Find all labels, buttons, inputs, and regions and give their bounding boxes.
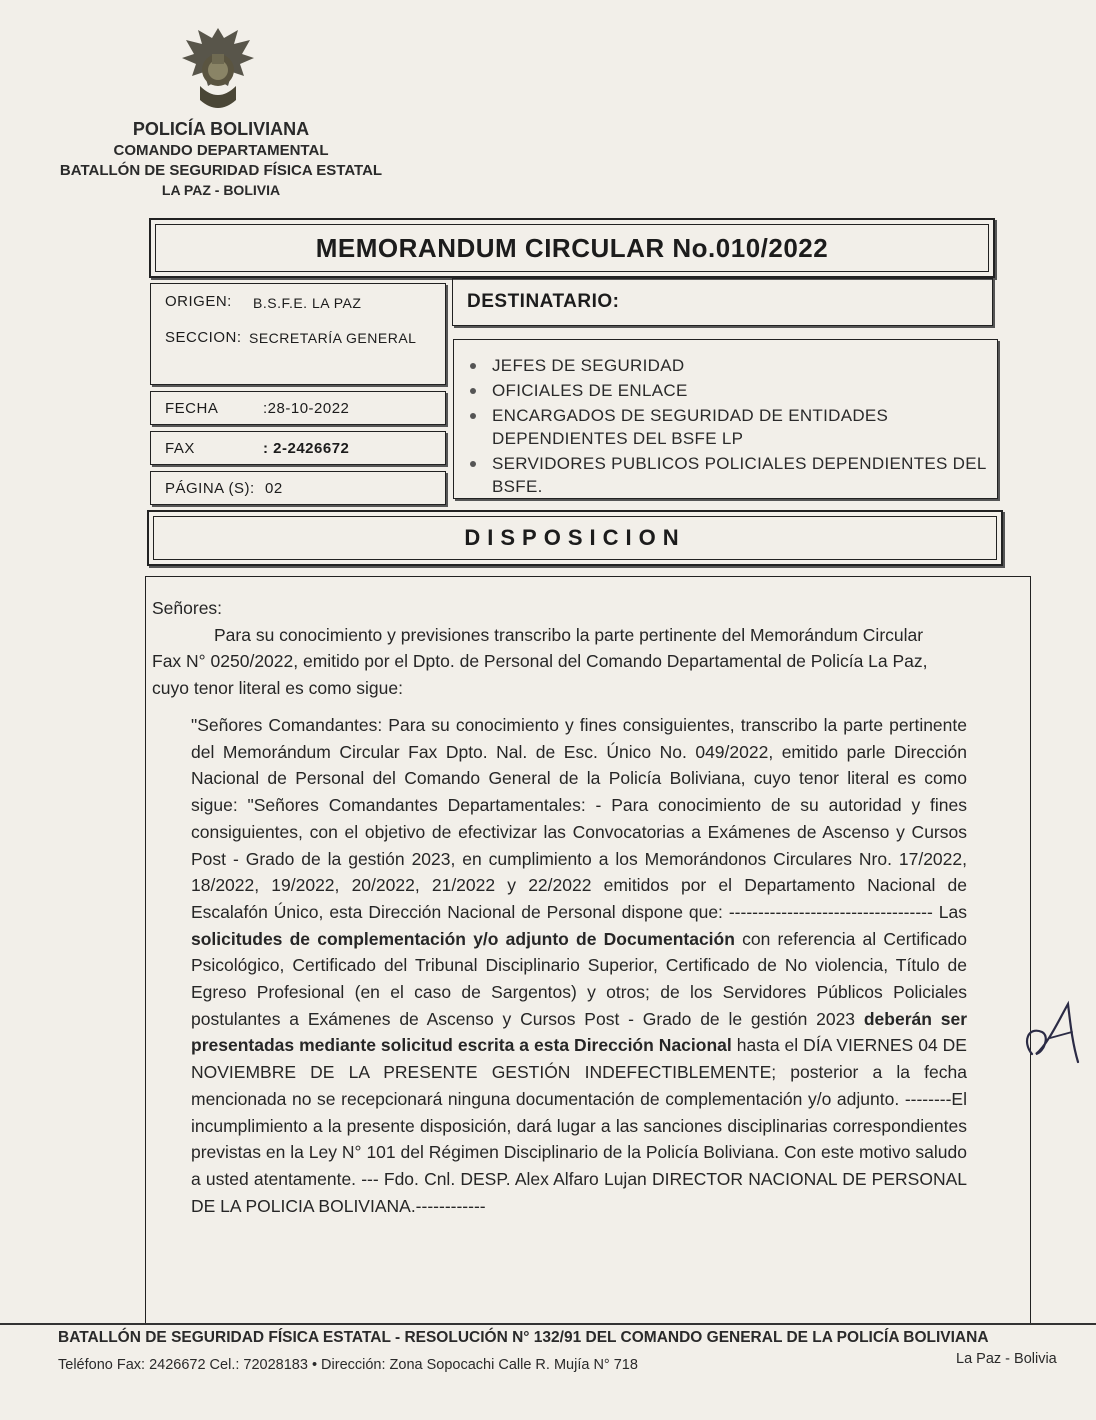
disposicion-label: DISPOSICION: [464, 525, 686, 550]
fax-value: : 2-2426672: [263, 440, 350, 457]
footer-location: La Paz - Bolivia: [956, 1351, 1057, 1367]
police-emblem-icon: [178, 24, 258, 116]
header-line-3: BATALLÓN DE SEGURIDAD FÍSICA ESTATAL: [59, 162, 383, 179]
disposicion-box: [147, 510, 1003, 566]
intro-paragraph: [152, 595, 956, 701]
quote-part-c: solicitudes de complementación y/o adjunto de Documentación: [191, 928, 735, 949]
origen-value: B.S.F.E. LA PAZ: [253, 295, 362, 311]
memo-title: MEMORANDUM CIRCULAR No.010/2022: [315, 233, 829, 263]
header-line-4: LA PAZ - BOLIVIA: [161, 182, 281, 198]
footer-line-1: BATALLÓN DE SEGURIDAD FÍSICA ESTATAL - RESOLUCIÓN N° 132/91 DEL COMANDO GENERAL DE LA POLICÍA BOLIVIANA: [58, 1329, 989, 1346]
destinatario-item: OFICIALES DE ENLACE: [492, 379, 987, 402]
footer-line-2: Teléfono Fax: 2426672 Cel.: 72028183 • Dirección: Zona Sopocachi Calle R. Mujía N° 718: [58, 1357, 638, 1373]
greeting: Señores:: [152, 598, 223, 618]
quote-part-e: deberán ser presentadas mediante solicitud escrita a esta Dirección Nacional: [191, 1008, 968, 1056]
origen-label: ORIGEN:: [165, 293, 232, 310]
memo-title-box: [149, 218, 995, 278]
pagina-box: [150, 471, 446, 505]
signature-mark-icon: [1020, 998, 1082, 1070]
intro-sentence: Para su conocimiento y previsiones transcribo la parte pertinente del Memorándum Circular Fax N° 0250/2022, emitido por el Dpto. de Personal del Comando Departamental de Policía La Paz, cuyo tenor literal es como sigue:: [152, 624, 928, 698]
quoted-paragraph: [191, 712, 967, 1219]
footer-divider: [0, 1323, 1096, 1325]
pagina-value: 02: [265, 480, 283, 497]
header-line-2: COMANDO DEPARTAMENTAL: [113, 142, 329, 159]
destinatario-list: [492, 354, 987, 500]
fecha-value: :28-10-2022: [263, 400, 350, 417]
destinatario-item: JEFES DE SEGURIDAD: [492, 354, 987, 377]
destinatario-item: SERVIDORES PUBLICOS POLICIALES DEPENDIENTES DEL BSFE.: [492, 454, 987, 496]
quote-part-d: con referencia al Certificado Psicológico, Certificado del Tribunal Disciplinario Superior, Certificado de No violencia, Título de Egreso Profesional (en el caso de Sargentos) y otros; de los Servidores Públicos Policiales postulantes a Exámenes de Ascenso y Cursos Post - Grado de le gestión 2023: [191, 928, 967, 1029]
fax-box: [150, 431, 446, 465]
quote-part-f: hasta el DÍA VIERNES 04 DE NOVIEMBRE DE LA PRESENTE GESTIÓN INDEFECTIBLEMENTE; posterior a la fecha mencionada no se recepcionará ninguna documentación de complementación y/o adjunto. --------El incumplimiento a la presente disposición, dará lugar a las sanciones disciplinarias correspondientes previstas en la Ley N° 101 del Régimen Disciplinario de la Policía Boliviana. Con este motivo saludo a usted atentamente. --- Fdo. Cnl. DESP. Alex Alfaro Lujan DIRECTOR NACIONAL DE PERSONAL DE LA POLICIA BOLIVIANA.------------: [191, 1035, 967, 1216]
destinatario-box: [452, 278, 993, 326]
origen-box: [150, 283, 446, 385]
fecha-box: [150, 391, 446, 425]
seccion-value: SECRETARÍA GENERAL: [249, 330, 417, 346]
quote-part-b: Las: [938, 901, 967, 922]
fecha-label: FECHA: [165, 400, 219, 417]
destinatario-label: DESTINATARIO:: [467, 291, 620, 312]
seccion-label: SECCION:: [165, 329, 242, 346]
fax-label: FAX: [165, 440, 195, 457]
header-line-1: POLICÍA BOLIVIANA: [132, 119, 310, 139]
pagina-label: PÁGINA (S):: [165, 480, 255, 497]
destinatario-item: ENCARGADOS DE SEGURIDAD DE ENTIDADES DEPENDIENTES DEL BSFE LP: [492, 404, 987, 450]
destinatario-list-box: [453, 339, 998, 499]
intro-text: [152, 622, 956, 702]
quote-part-a: "Señores Comandantes: Para su conocimiento y fines consiguientes, transcribo la parte pertinente del Memorándum Circular Fax Dpto. Nal. de Esc. Único No. 049/2022, emitido parle Dirección Nacional de Personal del Comando General de la Policía Boliviana, cuyo tenor literal es como sigue: "Señores Comandantes Departamentales: - Para conocimiento de su autoridad y fines consiguientes, con el objetivo de efectivizar las Convocatorias a Exámenes de Ascenso y Cursos Post - Grado de la gestión 2023, en cumplimiento a los Memorándonos Circulares Nro. 17/2022, 18/2022, 19/2022, 20/2022, 21/2022 y 22/2022 emitidos por el Departamento Nacional de Escalafón Único, esta Dirección Nacional de Personal dispone que: -----------------------------------: [191, 715, 967, 922]
